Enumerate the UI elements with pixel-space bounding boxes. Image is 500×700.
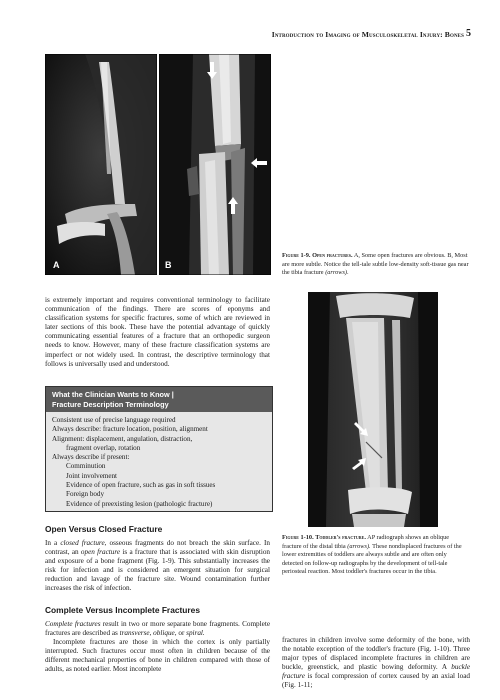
clinician-box-body <box>46 412 272 511</box>
intro-text: is extremely important and requires conventional terminology to facilitate communication of the findings. There are scores of eponyms and classification systems for specific fractures, some of which are reviewed in later sections of this book. These have the potential advantage of quickly communicating essential features of a fracture that an orthopedic surgeon needs to know. However, many of these fracture classification systems are imperfect or not widely used. In contrast, the descriptive terminology that follows is universally used and understood. <box>45 296 270 368</box>
running-header: Introduction to Imaging of Musculoskeletal Injury: Bones <box>271 30 464 39</box>
ci-em-3: spiral. <box>186 629 205 638</box>
clinician-item: Always describe if present: <box>52 453 130 462</box>
figure-1-9-caption <box>282 252 469 278</box>
figure-1-9-panel-a <box>45 54 157 275</box>
clinician-box-title-2: Fracture Description Terminology <box>52 399 169 409</box>
right-column-paragraph <box>282 636 470 691</box>
figure-1-10-text-2: These nondisplaced fractures of the lower extremities of toddlers are always subtle and are often only detected on follow-up radiographs by the development of tell-tale periosteal reaction. Most toddler's fractures occur in the tibia. <box>282 542 462 576</box>
panel-a-label: A <box>53 260 60 270</box>
ci-em-1: Complete fractures <box>45 620 101 628</box>
rc-text-2: is focal compression of cortex caused by an axial load (Fig. 1-11; <box>282 672 471 690</box>
figure-1-10-radiograph <box>308 292 438 527</box>
clinician-item: Comminution <box>66 462 106 471</box>
figure-1-9-text: A, Some open fractures are obvious. B, Most are more subtle. Notice the tell-tale subtle low-density soft-tissue gas near the tibia fracture <box>282 252 469 277</box>
figure-1-9-end: . <box>347 269 349 277</box>
clinician-item: Evidence of preexisting lesion (pathologic fracture) <box>66 499 213 508</box>
panel-b-radiograph <box>159 54 271 275</box>
ci-text-1: result in two or more separate bone fragments. Complete fractures are described as <box>45 620 271 638</box>
oc-text-1: In a <box>45 539 58 547</box>
open-closed-paragraph <box>45 539 270 594</box>
clinician-item: Joint involvement <box>66 471 118 480</box>
clinician-item: fragment overlap, rotation <box>66 443 141 452</box>
figure-1-9-label: Figure 1-9. <box>282 252 311 259</box>
rc-text-1: fractures in children involve some deformity of the bone, with the notable exception of the toddler's fracture (Fig. 1-10). Three major types of displaced incomplete fractures in children are buckle, greenstick, and plastic bowing deformity. A <box>282 636 470 672</box>
clinician-item: Foreign body <box>66 490 105 499</box>
clinician-box-title-1: What the Clinician Wants to Know | <box>52 390 174 399</box>
ci-paragraph-2: Incomplete fractures are those in which the cortex is only partially interrupted. Such fractures occur most often in children because of the different mechanical properties of bone in children compared with those of adults, as noted earlier. Most incomplete <box>45 638 270 674</box>
clinician-item: Evidence of open fracture, such as gas in soft tissues <box>66 481 216 490</box>
open-closed-heading: Open Versus Closed Fracture <box>45 524 163 534</box>
clinician-box-header <box>46 387 272 412</box>
complete-incomplete-heading: Complete Versus Incomplete Fractures <box>45 605 200 615</box>
figure-1-10-em: (arrows). <box>347 542 371 550</box>
figure-1-10-caption <box>282 534 469 577</box>
ci-em-2: transverse, oblique, <box>119 629 177 638</box>
oc-em-1: closed fracture, <box>60 539 107 547</box>
oc-text-2: osseous fragments do not breach the skin surface. In contrast, an <box>45 539 271 557</box>
oc-text-3: is a fracture that is associated with skin disruption and exposure of a bone fragment (Fig. 1-9). This substantially increases the risk for infection and is considered an emergent situation for surgical reduction and lavage of the fracture site. Wound contamination further increases the risk of infection. <box>45 548 271 593</box>
figure-1-9-em: (arrows) <box>325 269 347 277</box>
figure-1-9-panel-b <box>159 54 271 275</box>
clinician-item: Consistent use of precise language required <box>52 416 176 424</box>
figure-1-9-title: Open fractures. <box>312 252 353 259</box>
figure-1-10-label: Figure 1-10. <box>282 534 314 541</box>
page-number: 5 <box>466 28 471 39</box>
complete-incomplete-paragraph <box>45 620 270 675</box>
oc-em-2: open fracture <box>80 548 121 557</box>
panel-a-radiograph <box>45 54 157 275</box>
intro-paragraph <box>45 296 270 369</box>
panel-b-label: B <box>165 260 172 270</box>
figure-1-10-text-1: AP radiograph shows an oblique fracture of the distal tibia <box>282 534 450 550</box>
clinician-item: Always describe: fracture location, position, alignment <box>52 425 208 434</box>
clinician-item: Alignment: displacement, angulation, distraction, <box>52 434 193 443</box>
rc-em: buckle fracture <box>282 663 471 681</box>
figure-1-10-title: Toddler's fracture. <box>315 534 366 541</box>
figure-1-10-image <box>308 292 438 527</box>
clinician-box <box>45 386 273 512</box>
ci-text-2: or <box>178 629 185 638</box>
